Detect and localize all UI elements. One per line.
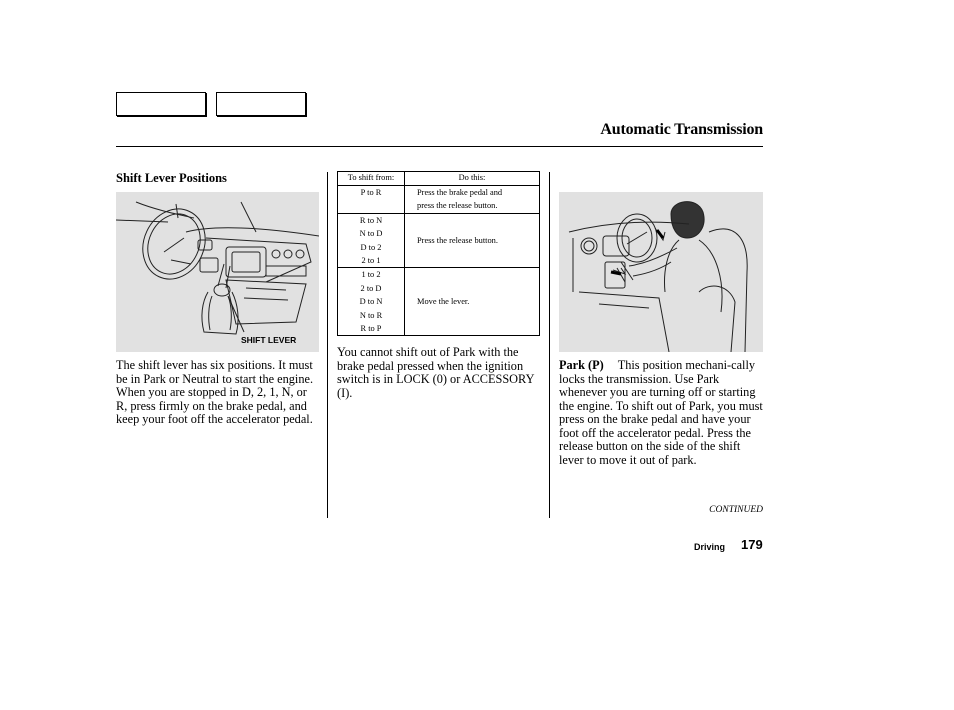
shift-from-item: P to R [360, 188, 382, 197]
middle-body-text: You cannot shift out of Park with the brake pedal pressed when the ignition switch is in LOCK (0) or ACCESSORY (I). [337, 345, 534, 400]
driver-icon [559, 192, 763, 352]
shift-from-item: D to 2 [360, 242, 382, 252]
shift-from-item: N to R [359, 310, 383, 320]
shift-from-item: 1 to 2 [361, 270, 381, 280]
table-row [338, 213, 540, 268]
park-heading: Park (P) [559, 358, 604, 372]
header-tab-2[interactable] [216, 92, 306, 116]
shift-from-item: 2 to D [360, 283, 382, 293]
continued-label: CONTINUED [709, 505, 763, 515]
page-number: 179 [741, 537, 763, 552]
table-cell-action [405, 186, 540, 214]
shift-lever-illustration [116, 192, 319, 352]
park-body: This position mechani-cally locks the transmission. Use Park whenever you are turning off or starting the engine. To shift out of Park, you must press on the brake pedal and have your foot off the accelerator pedal. Press the release button on the side of the shift lever to move it out of park. [559, 358, 763, 467]
footer-section: Driving [694, 542, 726, 552]
section-heading: Shift Lever Positions [116, 171, 227, 185]
page-title: Automatic Transmission [600, 121, 763, 138]
table-cell-from [338, 268, 405, 336]
shift-from-item: 2 to 1 [361, 255, 381, 265]
right-body-text [559, 359, 765, 467]
shift-action-line: Move the lever. [417, 297, 470, 307]
shift-action-line: press the release button. [417, 201, 498, 211]
column-divider-right [549, 172, 550, 518]
table-header-from: To shift from: [338, 172, 405, 186]
shift-lever-label: SHIFT LEVER [241, 335, 297, 345]
table-header-row [338, 172, 540, 186]
shift-from-item: R to P [360, 323, 382, 333]
table-cell-action [405, 213, 540, 268]
shift-from-item: N to D [359, 229, 383, 239]
header-tab-1[interactable] [116, 92, 206, 116]
shift-action-line: Press the release button. [417, 235, 498, 245]
table-cell-from [338, 186, 405, 214]
column-divider-left [327, 172, 328, 518]
shift-action-line: Press the brake pedal and [417, 188, 503, 197]
driver-shifting-illustration [559, 192, 763, 352]
shift-from-item: D to N [359, 297, 383, 307]
table-row [338, 268, 540, 336]
table-row [338, 186, 540, 214]
table-cell-from [338, 213, 405, 268]
title-rule [116, 146, 763, 147]
table-cell-action [405, 268, 540, 336]
left-body-text: The shift lever has six positions. It must be in Park or Neutral to start the engine. When you are stopped in D, 2, 1, N, or R, press firmly on the brake pedal, and keep your foot off the accelerator pedal. [116, 358, 314, 426]
shift-table [337, 171, 540, 336]
dashboard-icon [116, 192, 319, 352]
table-header-action: Do this: [405, 172, 540, 186]
shift-from-item: R to N [359, 215, 383, 225]
